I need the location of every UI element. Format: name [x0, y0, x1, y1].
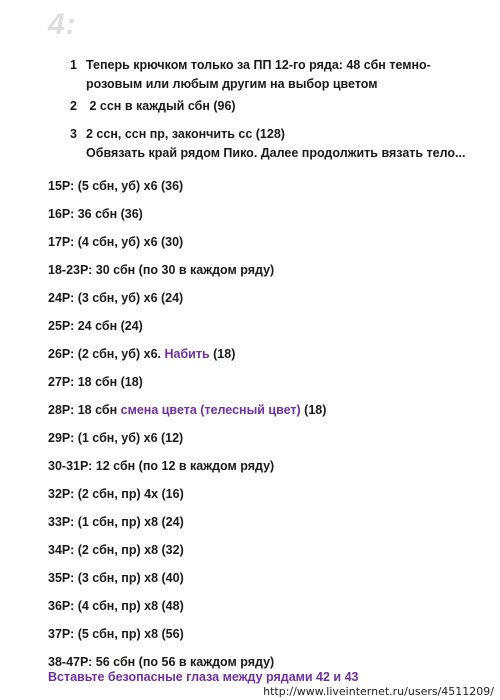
row-27: 27Р: 18 сбн (18)	[48, 375, 143, 389]
row-35: 35Р: (3 сбн, пр) х8 (40)	[48, 571, 184, 585]
row-24: 24Р: (3 сбн, уб) х6 (24)	[48, 291, 184, 305]
row-36: 36Р: (4 сбн, пр) х8 (48)	[48, 599, 184, 613]
row-25: 25Р: 24 сбн (24)	[48, 319, 143, 333]
source-watermark: http://www.liveinternet.ru/users/4511209/	[263, 685, 494, 698]
row-28: 28Р: 18 сбн смена цвета (телесный цвет) (18)	[48, 403, 327, 417]
row-17: 17Р: (4 сбн, уб) х6 (30)	[48, 235, 184, 249]
intro-item-2	[70, 97, 480, 116]
intro-item-1	[70, 56, 480, 94]
row-15: 15Р: (5 сбн, уб) х6 (36)	[48, 179, 184, 193]
row-34: 34Р: (2 сбн, пр) х8 (32)	[48, 543, 184, 557]
intro-item-text: Теперь крючком только за ПП 12-го ряда: 48 сбн темно-	[86, 58, 431, 72]
step-number: 4:	[48, 8, 77, 41]
intro-item-text-continued: розовым или любым другим на выбор цветом	[86, 77, 378, 91]
row-29: 29Р: (1 сбн, уб) х6 (12)	[48, 431, 184, 445]
row-26: 26Р: (2 сбн, уб) х6. Набить (18)	[48, 347, 236, 361]
row-16: 16Р: 36 сбн (36)	[48, 207, 143, 221]
intro-item-3	[70, 125, 480, 163]
intro-item-number: 2	[70, 99, 77, 113]
intro-item-text: 2 ссн, ссн пр, закончить сс (128)	[86, 127, 285, 141]
row-18-23: 18-23Р: 30 сбн (по 30 в каждом ряду)	[48, 263, 275, 277]
intro-item-number: 3	[70, 127, 77, 141]
stuff-instruction: Набить	[164, 347, 210, 361]
row-33: 33Р: (1 сбн, пр) х8 (24)	[48, 515, 184, 529]
intro-item-text: 2 ссн в каждый сбн (96)	[86, 99, 236, 113]
row-32: 32Р: (2 сбн, пр) 4х (16)	[48, 487, 184, 501]
intro-item-number: 1	[70, 58, 77, 72]
row-37: 37Р: (5 сбн, пр) х8 (56)	[48, 627, 184, 641]
row-30-31: 30-31Р: 12 сбн (по 12 в каждом ряду)	[48, 459, 275, 473]
color-change-instruction: смена цвета (телесный цвет)	[120, 403, 301, 417]
intro-item-text-continued: Обвязать край рядом Пико. Далее продолжить вязать тело...	[86, 146, 466, 160]
row-38-47: 38-47Р: 56 сбн (по 56 в каждом ряду)	[48, 655, 275, 669]
final-note: Вставьте безопасные глаза между рядами 42 и 43	[48, 670, 359, 684]
